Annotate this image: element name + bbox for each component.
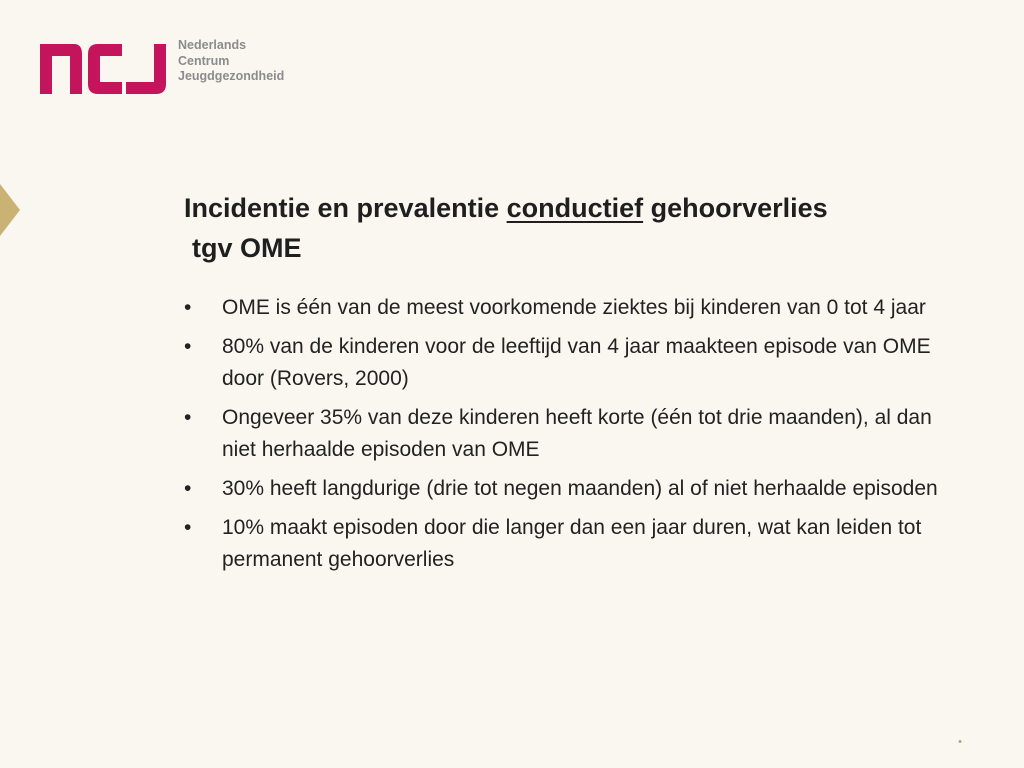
title-part-2: gehoorverlies (643, 193, 828, 223)
bullet-item (184, 331, 964, 395)
bullet-marker: • (184, 335, 192, 358)
title-line-2: tgv OME (192, 233, 302, 263)
title-part-1: Incidentie en prevalentie (184, 193, 507, 223)
bullet-text: 30% heeft langdurige (drie tot negen maanden) al of niet herhaalde episoden (222, 477, 938, 500)
bullet-item (184, 402, 964, 466)
ncj-logo-mark (40, 40, 168, 96)
bullet-marker: • (184, 296, 192, 319)
bullet-item (184, 512, 964, 576)
bullet-text: Ongeveer 35% van deze kinderen heeft korte (één tot drie maanden), al dan niet herhaalde episoden van OME (222, 406, 932, 461)
slide-title (184, 188, 944, 268)
title-line-1 (184, 188, 944, 228)
title-underlined-word: conductief (506, 193, 644, 223)
bullet-text: 10% maakt episoden door die langer dan een jaar duren, wat kan leiden tot permanent gehoorverlies (222, 516, 922, 571)
bullet-marker: • (184, 477, 192, 500)
logo-letter-c (88, 44, 122, 94)
bullet-text: OME is één van de meest voorkomende ziektes bij kinderen van 0 tot 4 jaar (222, 296, 926, 319)
bullet-marker: • (184, 516, 192, 539)
logo-line-1: Nederlands (178, 38, 247, 52)
bullet-item (184, 473, 964, 505)
bullet-text: 80% van de kinderen voor de leeftijd van 4 jaar maakteen episode van OME door (Rovers, 2000) (222, 335, 931, 390)
logo-wordmark (178, 38, 284, 85)
gold-arrow-icon (0, 184, 20, 236)
logo-line-2: Centrum (178, 53, 230, 68)
bullet-marker: • (184, 406, 192, 429)
logo-letter-n (40, 44, 82, 94)
bullet-list (184, 292, 964, 583)
logo-line-3: Jeugdgezondheid (178, 69, 285, 83)
logo-letter-j (126, 44, 166, 94)
bullet-item (184, 292, 964, 324)
ncj-logo (40, 36, 300, 98)
slide-number: • (958, 736, 962, 748)
